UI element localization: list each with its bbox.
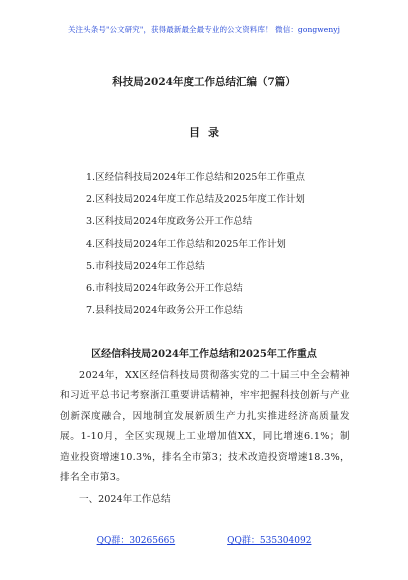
footer-qq-group-2: QQ群：535304092 [227, 536, 312, 546]
toc-item: 5.市科技局2024年工作总结 [86, 260, 205, 272]
toc-item: 6.市科技局2024年政务公开工作总结 [86, 282, 243, 294]
toc-item: 2.区科技局2024年度工作总结及2025年度工作计划 [86, 194, 305, 206]
toc-heading: 目录 [189, 126, 227, 139]
header-promo-note: 关注头条号"公文研究"，获得最新最全最专业的公文资料库！ 微信：gongwenyj [67, 25, 341, 34]
table-of-contents [86, 170, 305, 325]
section-title: 区经信科技局2024年工作总结和2025年工作重点 [91, 349, 317, 360]
toc-item: 4.区科技局2024年工作总结和2025年工作计划 [86, 238, 286, 250]
toc-item: 7.县科技局2024年政务公开工作总结 [86, 305, 243, 317]
footer-qq-group-1: QQ群：30265665 [96, 536, 176, 546]
section-subheading: 一、2024年工作总结 [79, 494, 171, 505]
toc-item: 1.区经信科技局2024年工作总结和2025年工作重点 [86, 172, 305, 183]
footer-contact [0, 533, 408, 546]
toc-item: 3.区科技局2024年度政务公开工作总结 [86, 216, 253, 228]
body-paragraph: 2024年，XX区经信科技局贯彻落实党的二十届三中全会精神和习近平总书记考察浙江重要讲话精神，牢牢把握科技创新与产业创新深度融合，因地制宜发展新质生产力扎实推进经济高质量发展。1-10月，全区实现规上工业增加值XX，同比增速6.1%；制造业投资增速10.3%，排名全市第3；技术改造投资增速18.3%，排名全市第3。 [60, 370, 350, 484]
document-title: 科技局2024年度工作总结汇编（7篇） [112, 76, 296, 88]
